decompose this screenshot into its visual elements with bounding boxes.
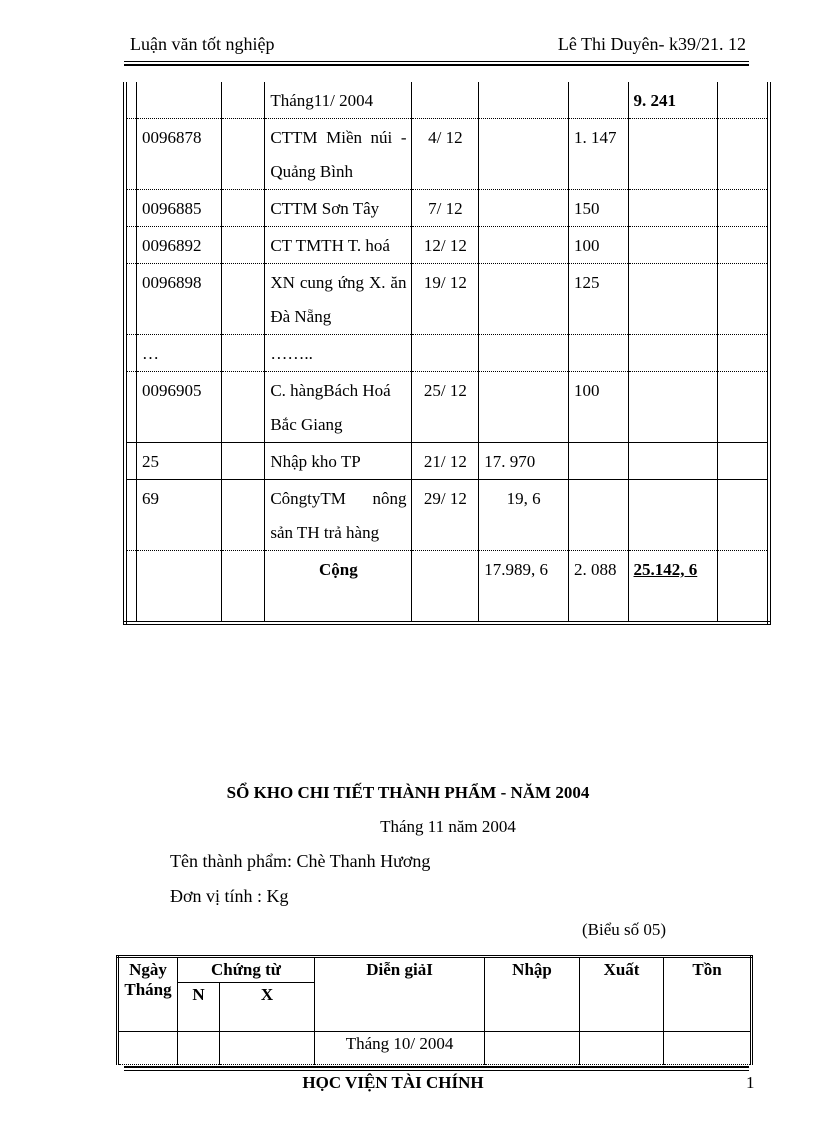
- row-export: 100: [569, 227, 628, 264]
- row-date: 4/ 12: [412, 119, 479, 190]
- row-description: C. hàngBách Hoá Bắc Giang: [265, 372, 412, 443]
- doc-number: 0096885: [136, 190, 221, 227]
- opening-balance: 9. 241: [628, 82, 718, 119]
- col-header-voucher: Chứng từ: [178, 957, 315, 983]
- doc-number: 25: [136, 443, 221, 480]
- row-date: 7/ 12: [412, 190, 479, 227]
- table-row: [125, 119, 769, 190]
- row-description: Tháng 10/ 2004: [315, 1032, 485, 1065]
- row-description: XN cung ứng X. ăn Đà Nẵng: [265, 264, 412, 335]
- col-header-out: X: [220, 983, 315, 1032]
- doc-number: …: [136, 335, 221, 372]
- stock-card-table: [116, 955, 753, 1065]
- product-name: Tên thành phẩm: Chè Thanh Hương: [170, 851, 431, 871]
- col-header-date: Ngày Tháng: [118, 957, 178, 1032]
- row-description: Nhập kho TP: [265, 443, 412, 480]
- header-rule-thick: [124, 64, 749, 66]
- col-header-in: N: [178, 983, 220, 1032]
- table-header-row: [118, 957, 752, 983]
- header-right-text: Lê Thi Duyên- k39/21. 12: [557, 34, 746, 54]
- row-export: 125: [569, 264, 628, 335]
- doc-number: 0096905: [136, 372, 221, 443]
- doc-number: 0096878: [136, 119, 221, 190]
- total-label: Cộng: [265, 551, 412, 624]
- row-export: 1. 147: [569, 119, 628, 190]
- ledger-table-continued: [123, 82, 771, 625]
- unit-label: Đơn vị tính : Kg: [170, 886, 289, 906]
- total-export: 2. 088: [569, 551, 628, 624]
- header-left-text: Luận văn tốt nghiệp: [130, 34, 275, 54]
- section-subtitle: Tháng 11 năm 2004: [380, 817, 516, 836]
- form-number: (Biểu số 05): [582, 920, 667, 939]
- row-date: 12/ 12: [412, 227, 479, 264]
- total-import: 17.989, 6: [479, 551, 569, 624]
- row-date: 19/ 12: [412, 264, 479, 335]
- table-row: [125, 443, 769, 480]
- footer-rule-thick: [124, 1066, 749, 1068]
- col-header-export: Xuất: [580, 957, 664, 1032]
- row-export: 150: [569, 190, 628, 227]
- row-import: 17. 970: [479, 443, 569, 480]
- table-row: [125, 335, 769, 372]
- row-export: 100: [569, 372, 628, 443]
- col-header-description: Diễn giảI: [315, 957, 485, 1032]
- row-description: CT TMTH T. hoá: [265, 227, 412, 264]
- doc-number: 69: [136, 480, 221, 551]
- table-row: [125, 372, 769, 443]
- row-date: 21/ 12: [412, 443, 479, 480]
- row-description: ……..: [265, 335, 412, 372]
- table-row: [125, 190, 769, 227]
- col-header-import: Nhập: [485, 957, 580, 1032]
- footer-rule: [124, 1070, 749, 1071]
- header-rule: [124, 61, 749, 62]
- section-title: SỔ KHO CHI TIẾT THÀNH PHẨM - NĂM 2004: [226, 783, 590, 802]
- row-description: Tháng11/ 2004: [265, 82, 412, 119]
- table-row: [125, 227, 769, 264]
- total-balance: 25.142, 6: [628, 551, 718, 624]
- row-date: 25/ 12: [412, 372, 479, 443]
- row-description: CTTM Miền núi - Quảng Bình: [265, 119, 412, 190]
- col-header-balance: Tồn: [664, 957, 752, 1032]
- row-import: 19, 6: [479, 480, 569, 551]
- table-row: [125, 480, 769, 551]
- table-row: [125, 264, 769, 335]
- row-description: CôngtyTM nông sản TH trả hàng: [265, 480, 412, 551]
- row-description: CTTM Sơn Tây: [265, 190, 412, 227]
- page-number: 1: [746, 1073, 755, 1092]
- table-row: [118, 1032, 752, 1065]
- row-date: 29/ 12: [412, 480, 479, 551]
- table-row: [125, 82, 769, 119]
- doc-number: 0096892: [136, 227, 221, 264]
- doc-number: 0096898: [136, 264, 221, 335]
- total-row: [125, 551, 769, 624]
- footer-institution: HỌC VIỆN TÀI CHÍNH: [302, 1073, 484, 1092]
